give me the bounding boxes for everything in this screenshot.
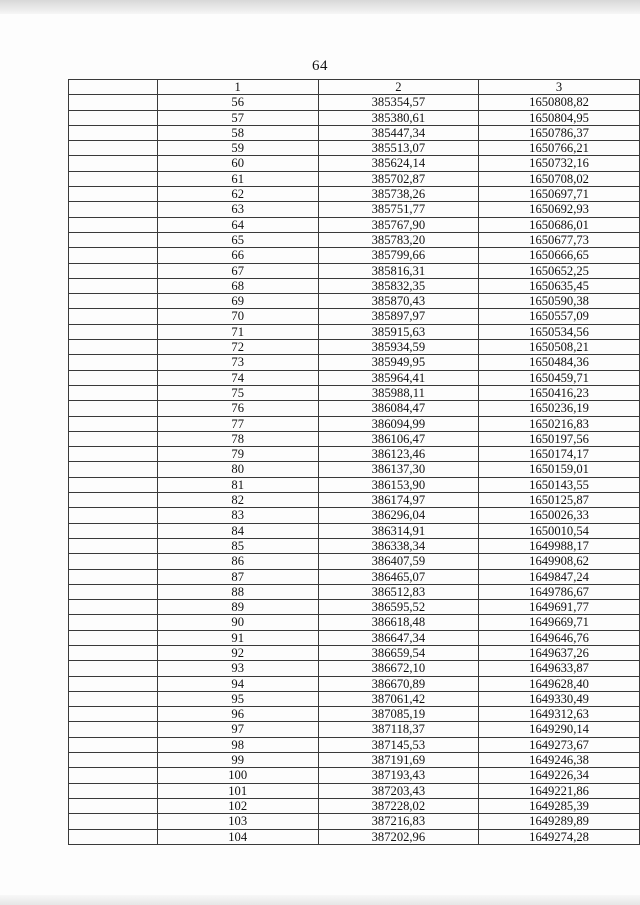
table-cell-blank [69,477,158,492]
table-cell-blank [69,263,158,278]
table-cell-point-number: 71 [157,324,318,339]
table-cell-blank [69,783,158,798]
table-cell-blank [69,324,158,339]
table-row [69,401,640,416]
table-cell-blank [69,508,158,523]
table-cell-y: 1649221,86 [479,783,640,798]
table-cell-point-number: 96 [157,707,318,722]
table-cell-y: 1649330,49 [479,691,640,706]
table-cell-y: 1649691,77 [479,600,640,615]
table-cell-y: 1649646,76 [479,630,640,645]
table-cell-point-number: 100 [157,768,318,783]
table-row [69,584,640,599]
table-cell-y: 1649273,67 [479,737,640,752]
header-cell-point-number: 1 [157,80,318,95]
table-row [69,538,640,553]
table-cell-x: 387085,19 [318,707,478,722]
table-cell-y: 1650686,01 [479,217,640,232]
table-cell-blank [69,187,158,202]
table-cell-x: 385624,14 [318,156,478,171]
table-cell-y: 1649988,17 [479,538,640,553]
table-row [69,477,640,492]
table-cell-x: 386174,97 [318,493,478,508]
table-row [69,462,640,477]
table-cell-point-number: 101 [157,783,318,798]
table-row [69,722,640,737]
table-cell-y: 1649274,28 [479,829,640,844]
table-cell-blank [69,278,158,293]
table-cell-point-number: 91 [157,630,318,645]
table-cell-blank [69,523,158,538]
table-cell-blank [69,600,158,615]
table-row [69,645,640,660]
table-row [69,508,640,523]
table-cell-blank [69,753,158,768]
table-cell-x: 387191,69 [318,753,478,768]
table-cell-x: 385702,87 [318,171,478,186]
table-cell-blank [69,615,158,630]
table-cell-point-number: 103 [157,814,318,829]
table-cell-y: 1650708,02 [479,171,640,186]
table-row [69,829,640,844]
table-cell-x: 387061,42 [318,691,478,706]
table-cell-blank [69,370,158,385]
table-cell-x: 386407,59 [318,554,478,569]
table-cell-y: 1649628,40 [479,676,640,691]
table-cell-x: 387203,43 [318,783,478,798]
table-row [69,630,640,645]
table-row [69,202,640,217]
scan-top-edge [0,0,640,14]
table-row [69,493,640,508]
table-cell-point-number: 80 [157,462,318,477]
table-cell-x: 385751,77 [318,202,478,217]
table-cell-x: 386618,48 [318,615,478,630]
table-cell-y: 1650416,23 [479,385,640,400]
table-cell-y: 1650786,37 [479,125,640,140]
table-cell-point-number: 74 [157,370,318,385]
table-cell-point-number: 87 [157,569,318,584]
table-cell-point-number: 88 [157,584,318,599]
table-cell-point-number: 58 [157,125,318,140]
table-cell-point-number: 89 [157,600,318,615]
table-header-row [69,80,640,95]
table-cell-y: 1649246,38 [479,753,640,768]
table-cell-y: 1650697,71 [479,187,640,202]
table-cell-blank [69,95,158,110]
table-cell-x: 385915,63 [318,324,478,339]
table-cell-y: 1650216,83 [479,416,640,431]
table-cell-x: 386094,99 [318,416,478,431]
table-cell-x: 387216,83 [318,814,478,829]
table-cell-point-number: 86 [157,554,318,569]
table-cell-point-number: 93 [157,661,318,676]
table-row [69,447,640,462]
table-cell-blank [69,676,158,691]
table-cell-point-number: 65 [157,232,318,247]
table-cell-x: 385964,41 [318,370,478,385]
table-cell-point-number: 90 [157,615,318,630]
table-cell-point-number: 98 [157,737,318,752]
table-cell-x: 385988,11 [318,385,478,400]
table-cell-blank [69,202,158,217]
table-cell-y: 1650732,16 [479,156,640,171]
table-cell-x: 386670,89 [318,676,478,691]
table-cell-point-number: 69 [157,294,318,309]
table-cell-blank [69,141,158,156]
table-cell-y: 1650652,25 [479,263,640,278]
table-row [69,600,640,615]
table-cell-point-number: 76 [157,401,318,416]
table-cell-blank [69,355,158,370]
table-row [69,263,640,278]
table-cell-point-number: 57 [157,110,318,125]
page-number: 64 [312,58,328,74]
table-cell-x: 386084,47 [318,401,478,416]
table-cell-blank [69,416,158,431]
table-cell-x: 387202,96 [318,829,478,844]
table-cell-blank [69,462,158,477]
table-row [69,156,640,171]
table-cell-point-number: 82 [157,493,318,508]
table-cell-point-number: 85 [157,538,318,553]
table-row [69,737,640,752]
table-cell-blank [69,340,158,355]
table-cell-point-number: 77 [157,416,318,431]
table-row [69,523,640,538]
table-cell-x: 385934,59 [318,340,478,355]
coordinates-table [68,79,640,845]
table-row [69,309,640,324]
table-cell-y: 1649285,39 [479,798,640,813]
table-cell-point-number: 61 [157,171,318,186]
table-cell-point-number: 67 [157,263,318,278]
table-cell-y: 1650766,21 [479,141,640,156]
table-cell-point-number: 97 [157,722,318,737]
table-cell-y: 1650197,56 [479,431,640,446]
table-cell-blank [69,645,158,660]
table-cell-blank [69,232,158,247]
table-row [69,676,640,691]
table-cell-blank [69,125,158,140]
table-row [69,217,640,232]
table-cell-blank [69,431,158,446]
table-cell-y: 1650534,56 [479,324,640,339]
table-cell-point-number: 78 [157,431,318,446]
table-cell-y: 1650692,93 [479,202,640,217]
table-cell-x: 386595,52 [318,600,478,615]
table-row [69,814,640,829]
table-cell-x: 386123,46 [318,447,478,462]
table-row [69,615,640,630]
table-cell-y: 1650557,09 [479,309,640,324]
table-cell-blank [69,217,158,232]
table-cell-y: 1650590,38 [479,294,640,309]
table-body [69,95,640,845]
table-cell-point-number: 95 [157,691,318,706]
table-cell-point-number: 70 [157,309,318,324]
table-cell-y: 1650236,19 [479,401,640,416]
table-cell-x: 385513,07 [318,141,478,156]
table-cell-point-number: 62 [157,187,318,202]
table-cell-blank [69,110,158,125]
table-cell-blank [69,814,158,829]
table-cell-blank [69,661,158,676]
table-cell-x: 386512,83 [318,584,478,599]
table-cell-point-number: 83 [157,508,318,523]
table-cell-blank [69,554,158,569]
table-cell-x: 385832,35 [318,278,478,293]
table-cell-x: 385799,66 [318,248,478,263]
table-cell-point-number: 72 [157,340,318,355]
table-row [69,232,640,247]
table-cell-point-number: 79 [157,447,318,462]
table-cell-y: 1650508,21 [479,340,640,355]
table-row [69,783,640,798]
table-cell-blank [69,171,158,186]
table-cell-y: 1650026,33 [479,508,640,523]
table-row [69,554,640,569]
table-row [69,370,640,385]
table-cell-point-number: 104 [157,829,318,844]
table-cell-blank [69,309,158,324]
table-cell-point-number: 75 [157,385,318,400]
table-row [69,125,640,140]
table-cell-y: 1649226,34 [479,768,640,783]
table-cell-point-number: 68 [157,278,318,293]
table-cell-blank [69,707,158,722]
table-cell-point-number: 64 [157,217,318,232]
table-cell-blank [69,829,158,844]
table-cell-x: 386153,90 [318,477,478,492]
table-cell-y: 1650635,45 [479,278,640,293]
table-cell-y: 1650484,36 [479,355,640,370]
table-cell-point-number: 73 [157,355,318,370]
table-row [69,416,640,431]
header-cell-x: 2 [318,80,478,95]
table-cell-y: 1649637,26 [479,645,640,660]
table-cell-x: 387193,43 [318,768,478,783]
table-row [69,324,640,339]
table-row [69,768,640,783]
table-cell-blank [69,538,158,553]
table-cell-blank [69,768,158,783]
table-cell-y: 1650666,65 [479,248,640,263]
table-cell-x: 385380,61 [318,110,478,125]
table-cell-y: 1649847,24 [479,569,640,584]
table-row [69,661,640,676]
table-row [69,798,640,813]
table-row [69,171,640,186]
table-cell-y: 1650010,54 [479,523,640,538]
table-row [69,691,640,706]
table-row [69,569,640,584]
table-cell-x: 385816,31 [318,263,478,278]
table-cell-point-number: 92 [157,645,318,660]
table-row [69,110,640,125]
table-cell-y: 1649290,14 [479,722,640,737]
table-cell-y: 1649786,67 [479,584,640,599]
table-cell-point-number: 63 [157,202,318,217]
table-row [69,294,640,309]
table-cell-y: 1650174,17 [479,447,640,462]
table-cell-x: 385783,20 [318,232,478,247]
table-cell-y: 1649312,63 [479,707,640,722]
table-cell-blank [69,385,158,400]
table-cell-blank [69,737,158,752]
table-cell-x: 385767,90 [318,217,478,232]
table-cell-point-number: 81 [157,477,318,492]
table-row [69,278,640,293]
table-cell-x: 386137,30 [318,462,478,477]
table-cell-x: 385949,95 [318,355,478,370]
table-cell-x: 387118,37 [318,722,478,737]
table-row [69,187,640,202]
table-cell-blank [69,584,158,599]
table-cell-blank [69,569,158,584]
table-cell-x: 386296,04 [318,508,478,523]
table-row [69,431,640,446]
table-cell-blank [69,294,158,309]
table-cell-x: 386659,54 [318,645,478,660]
table-cell-point-number: 102 [157,798,318,813]
table-cell-x: 385897,97 [318,309,478,324]
table-cell-blank [69,691,158,706]
table-cell-point-number: 60 [157,156,318,171]
table-cell-x: 385870,43 [318,294,478,309]
table-cell-x: 387145,53 [318,737,478,752]
table-cell-point-number: 59 [157,141,318,156]
table-cell-x: 387228,02 [318,798,478,813]
table-row [69,141,640,156]
table-cell-x: 386106,47 [318,431,478,446]
table-row [69,355,640,370]
table-cell-blank [69,493,158,508]
table-cell-blank [69,248,158,263]
table-cell-x: 386672,10 [318,661,478,676]
table-cell-y: 1650125,87 [479,493,640,508]
header-cell-y: 3 [479,80,640,95]
table-cell-x: 386647,34 [318,630,478,645]
table-cell-point-number: 66 [157,248,318,263]
table-cell-blank [69,798,158,813]
table-cell-x: 385738,26 [318,187,478,202]
table-cell-point-number: 84 [157,523,318,538]
table-cell-x: 386314,91 [318,523,478,538]
table-cell-y: 1649669,71 [479,615,640,630]
table-row [69,95,640,110]
table-row [69,385,640,400]
table-cell-y: 1650143,55 [479,477,640,492]
table-cell-blank [69,447,158,462]
table-cell-x: 385447,34 [318,125,478,140]
table-cell-x: 386465,07 [318,569,478,584]
table-row [69,707,640,722]
table-cell-x: 386338,34 [318,538,478,553]
table-cell-y: 1650804,95 [479,110,640,125]
table-cell-y: 1650677,73 [479,232,640,247]
table-cell-point-number: 99 [157,753,318,768]
table-cell-blank [69,156,158,171]
table-cell-blank [69,722,158,737]
table-row [69,248,640,263]
scan-bottom-edge [0,895,640,905]
table-cell-blank [69,401,158,416]
table-row [69,340,640,355]
header-cell-blank [69,80,158,95]
table-cell-y: 1650808,82 [479,95,640,110]
table-cell-y: 1649289,89 [479,814,640,829]
table-cell-y: 1649633,87 [479,661,640,676]
table-cell-blank [69,630,158,645]
table-cell-x: 385354,57 [318,95,478,110]
table-cell-point-number: 56 [157,95,318,110]
table-cell-point-number: 94 [157,676,318,691]
table-row [69,753,640,768]
table-cell-y: 1649908,62 [479,554,640,569]
table-cell-y: 1650159,01 [479,462,640,477]
table-cell-y: 1650459,71 [479,370,640,385]
